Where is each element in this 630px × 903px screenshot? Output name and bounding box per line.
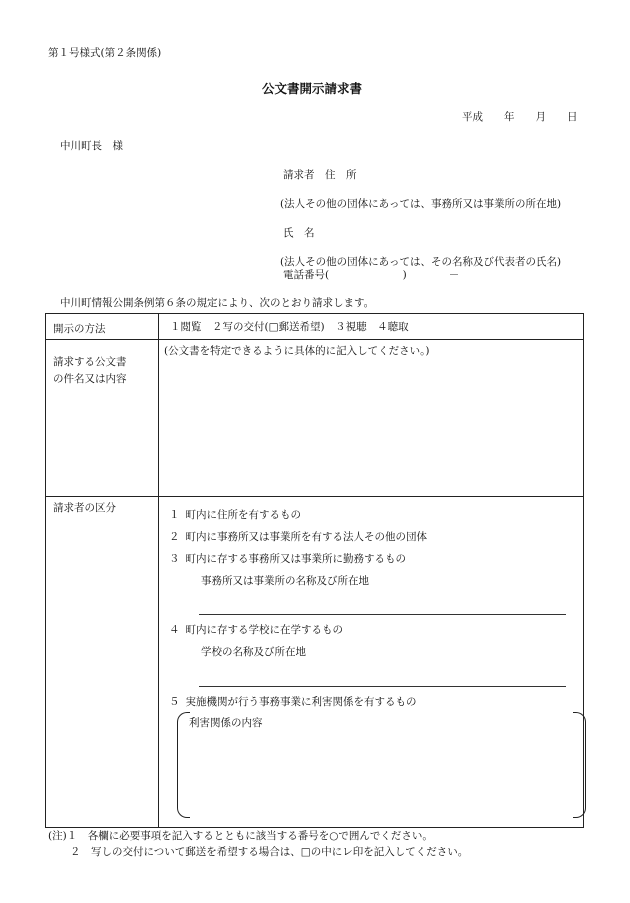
interest-bracket-right [573,712,586,818]
category-item-1-num: １ [169,509,180,521]
category-item-3[interactable] [169,551,406,566]
document-name-label-line2: の件名又は内容 [53,373,127,385]
addressee: 中川町長 様 [60,140,123,152]
category-item-3-sub: 事務所又は事業所の名称及び所在地 [201,575,369,587]
name-note: (法人その他の団体にあっては、その名称及び代表者の氏名) [280,256,562,268]
category-item-1-text: 町内に住所を有するもの [185,509,301,521]
category-item-2[interactable] [169,529,427,544]
method-label [46,314,159,340]
category-item-2-text: 町内に事務所又は事業所を有する法人その他の団体 [185,531,427,543]
page-title: 公文書開示請求書 [262,81,363,96]
category-item-4-text: 町内に存する学校に在学するもの [185,624,343,636]
category-item-3-line[interactable] [199,614,566,615]
category-item-5-text: 実施機関が行う事務事業に利害関係を有するもの [185,696,417,708]
category-item-4-num: ４ [169,624,180,636]
category-item-4[interactable] [169,622,343,637]
category-item-3-text: 町内に存する事務所又は事業所に勤務するもの [185,553,406,565]
request-form-table [45,313,584,828]
document-name-label-line1: 請求する公文書 [53,356,127,368]
document-name-field[interactable] [159,340,584,497]
method-label-text: 開示の方法 [53,323,106,335]
category-item-2-num: ２ [169,531,180,543]
date-line: 平成 年 月 日 [462,111,578,123]
category-item-4-sub: 学校の名称及び所在地 [201,646,306,658]
name-label: 氏 名 [283,227,315,239]
category-label [46,497,159,828]
address-note: (法人その他の団体にあっては、事務所又は事業所の所在地) [280,198,562,210]
category-item-3-num: ３ [169,553,180,565]
category-item-5-sub[interactable]: 利害関係の内容 [189,717,263,729]
category-cell [159,497,584,828]
category-item-5-num: ５ [169,696,180,708]
method-options[interactable] [159,314,584,340]
category-label-text: 請求者の区分 [53,502,116,514]
form-number: 第１号様式(第２条関係) [48,47,162,59]
phone-label: 電話番号( ) － [283,269,460,281]
document-name-note: (公文書を特定できるように具体的に記入してください。) [164,345,430,357]
document-name-label [46,340,159,497]
intro-text: 中川町情報公開条例第６条の規定により、次のとおり請求します。 [60,297,375,309]
note-1: (注)１ 各欄に必要事項を記入するとともに該当する番号を○で囲んでください。 [48,830,433,842]
address-label: 請求者 住 所 [283,169,357,181]
note-2: ２ 写しの交付について郵送を希望する場合は、□の中にレ印を記入してください。 [70,846,469,858]
method-options-text: １閲覧 ２写の交付(□郵送希望) ３視聴 ４聴取 [170,321,409,333]
category-item-4-line[interactable] [199,686,566,687]
category-item-5[interactable] [169,694,417,709]
category-item-1[interactable] [169,507,301,522]
